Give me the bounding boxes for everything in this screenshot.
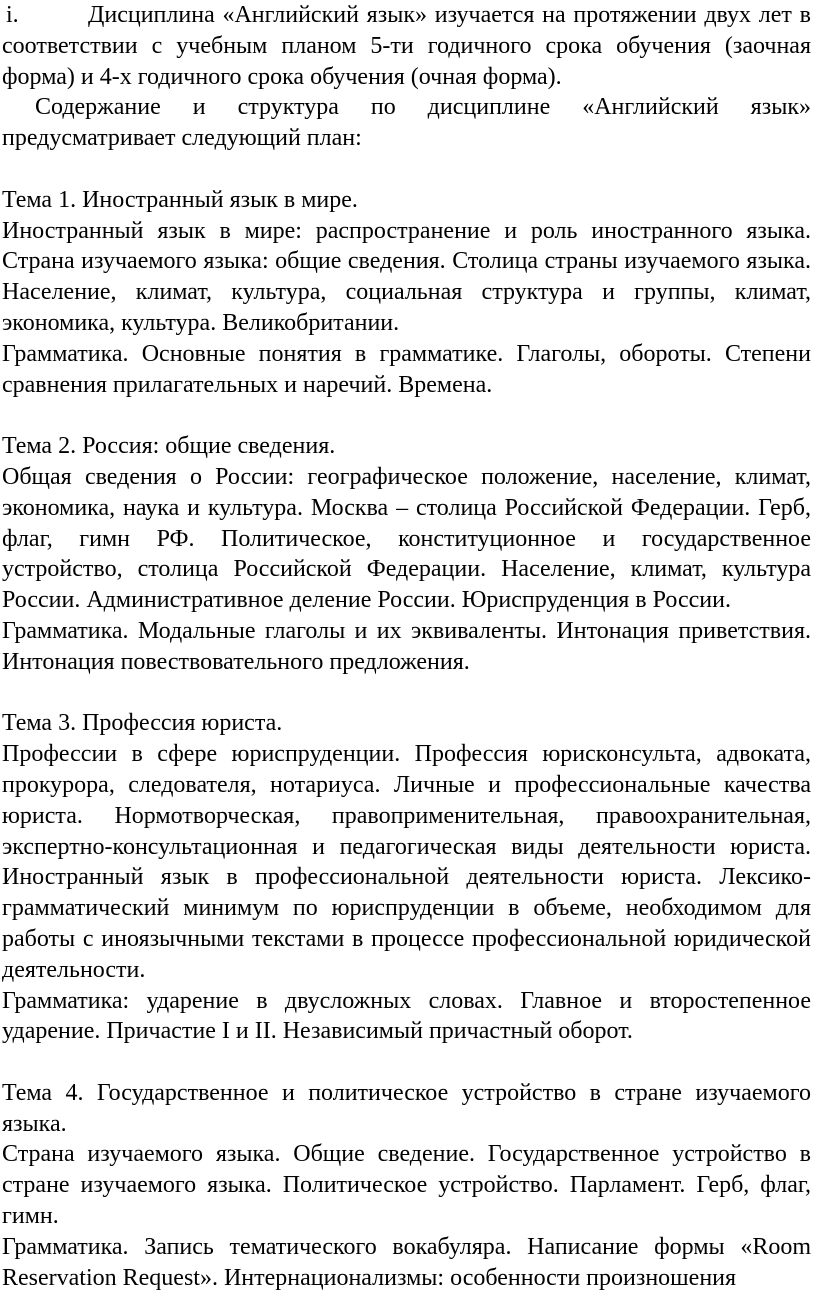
intro-text: Дисциплина «Английский язык» изучается на протяжении двух лет в соответствии с учебным планом 5-ти годичного срока обучения (заочная форма) и 4-х годичного срока обучения (очная форма).: [2, 2, 811, 90]
blank-line: [2, 154, 811, 185]
topic-4-title: Тема 4. Государственное и политическое устройство в стране изучаемого языка.: [2, 1079, 811, 1137]
topic-4-paragraph-1: Страна изучаемого языка. Общие сведение. Государственное устройство в стране изучаемого языка. Политическое устройство. Парламент. Герб, флаг, гимн.: [2, 1141, 811, 1230]
blank-line: [2, 400, 811, 431]
topic-4-grammar: Грамматика. Запись тематического вокабуляра. Написание формы «Room Reservation Request». Интернационализмы: особенности произношения: [2, 1233, 811, 1291]
topic-1-grammar: Грамматика. Основные понятия в грамматике. Глаголы, обороты. Степени сравнения прилагательных и наречий. Времена.: [2, 340, 811, 398]
plan-paragraph: Содержание и структура по дисциплине «Английский язык» предусматривает следующий план:: [2, 94, 811, 152]
topic-3-title: Тема 3. Профессия юриста.: [2, 710, 283, 737]
blank-line: [2, 678, 811, 709]
topic-2-paragraph-1: Общая сведения о России: географическое положение, население, климат, экономика, наука и культура. Москва – столица Российской Федерации. Герб, флаг, гимн РФ. Политическое, конституционное и государственное устройство, столица Российской Федерации. Население, климат, культура России. Административное деление России. Юриспруденция в России.: [2, 463, 811, 614]
topic-2-grammar: Грамматика. Модальные глаголы и их эквиваленты. Интонация приветствия. Интонация повествовательного предложения.: [2, 617, 811, 675]
topic-3-grammar: Грамматика: ударение в двусложных словах. Главное и второстепенное ударение. Причастие I и II. Независимый причастный оборот.: [2, 987, 811, 1045]
topic-1-title: Тема 1. Иностранный язык в мире.: [2, 186, 358, 213]
topic-3-paragraph-1: Профессии в сфере юриспруденции. Профессия юрисконсульта, адвоката, прокурора, следователя, нотариуса. Личные и профессиональные качества юриста. Нормотворческая, правоприменительная, правоохранительная, экспертно-консультационная и педагогическая виды деятельности юриста. Иностранный язык в профессиональной деятельности юриста. Лексико-грамматический минимум по юриспруденции в объеме, необходимом для работы с иноязычными текстами в процессе профессиональной юридической деятельности.: [2, 741, 811, 983]
topic-1-paragraph-1: Иностранный язык в мире: распространение и роль иностранного языка. Страна изучаемого языка: общие сведения. Столица страны изучаемого языка. Население, климат, культура, социальная структура и группы, климат, экономика, культура. Великобритании.: [2, 217, 811, 336]
intro-paragraph: [2, 0, 811, 92]
list-marker: i.: [6, 2, 19, 28]
blank-line: [2, 1047, 811, 1078]
topic-2-title: Тема 2. Россия: общие сведения.: [2, 433, 336, 460]
